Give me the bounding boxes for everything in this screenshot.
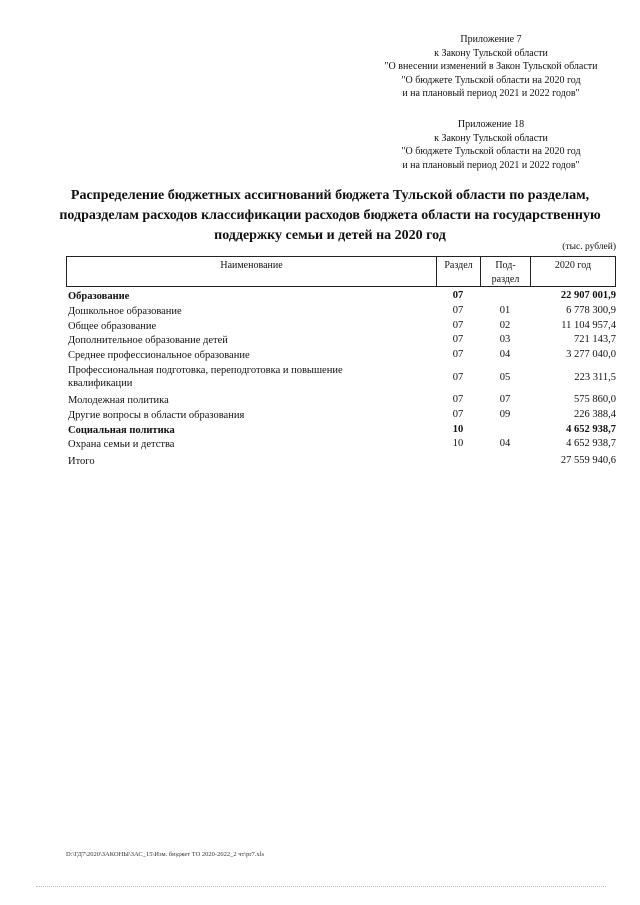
header-year: 2020 год	[554, 260, 592, 271]
appendix-18-header	[366, 118, 616, 172]
cell-name: Дополнительное образование детей	[68, 335, 228, 347]
cell-name: Дошкольное образование	[68, 305, 182, 317]
header-name: Наименование	[67, 257, 437, 286]
table-row	[66, 320, 616, 335]
cell-razdel: 07	[452, 290, 464, 301]
header-line: Приложение 7	[460, 34, 522, 45]
header-line: "О бюджете Тульской области на 2020 год	[401, 146, 581, 157]
header-line: и на плановый период 2021 и 2022 годов"	[402, 88, 580, 99]
table-row	[66, 349, 616, 364]
header-line: "О бюджете Тульской области на 2020 год	[401, 74, 581, 86]
cell-name: Общее образование	[68, 320, 157, 332]
table-row	[66, 305, 616, 320]
table-row	[66, 394, 616, 409]
units-label: (тыс. рублей)	[562, 242, 616, 252]
cell-name: Образование	[68, 291, 130, 302]
cell-razdel: 07	[452, 408, 464, 420]
cell-name: Молодежная политика	[68, 394, 169, 406]
header-line: "О внесении изменений в Закон Тульской области	[384, 61, 598, 72]
table-row	[66, 424, 616, 439]
cell-razdel: 07	[452, 304, 464, 316]
cell-razdel: 07	[452, 393, 464, 405]
cell-value: 223 311,5	[574, 371, 616, 383]
cell-value: 3 277 040,0	[566, 349, 616, 361]
cell-name: Охрана семьи и детства	[68, 439, 175, 451]
cell-name: Другие вопросы в области образования	[68, 409, 245, 421]
header-line: и на плановый период 2021 и 2022 годов"	[402, 159, 580, 171]
cell-podrazdel: 04	[499, 438, 511, 450]
appendix-7-header	[366, 33, 616, 101]
table-row	[66, 334, 616, 349]
table-body	[66, 290, 616, 470]
cell-podrazdel: 05	[499, 371, 511, 383]
header-podrazdel-line2: раздел	[491, 274, 520, 285]
cell-podrazdel: 03	[499, 334, 511, 346]
header-line: Приложение 18	[457, 119, 525, 130]
table-row	[66, 409, 616, 424]
cell-value: 22 907 001,9	[560, 290, 616, 301]
header-podrazdel-line1: Под-	[495, 260, 516, 271]
table-header	[66, 256, 616, 287]
cell-name: Социальная политика	[68, 424, 175, 436]
cell-podrazdel: 04	[499, 349, 511, 361]
cell-podrazdel: 02	[499, 319, 511, 331]
cell-name: Профессиональная подготовка, переподготовка и повышение квалификации	[68, 364, 343, 389]
cell-value: 6 778 300,9	[566, 304, 616, 316]
cell-name: Среднее профессиональное образование	[68, 350, 250, 362]
cell-value: 4 652 938,7	[566, 423, 616, 435]
cell-value: 27 559 940,6	[560, 455, 616, 467]
cell-razdel: 07	[452, 319, 464, 331]
cell-value: 721 143,7	[574, 334, 616, 346]
table-row	[66, 455, 616, 470]
header-line: к Закону Тульской области	[434, 47, 548, 59]
table-row	[66, 364, 616, 394]
header-podrazdel	[481, 257, 531, 286]
cell-value: 11 104 957,4	[561, 319, 616, 331]
cell-value: 226 388,4	[574, 408, 616, 420]
cell-razdel: 10	[452, 423, 464, 435]
cell-name: Итого	[68, 456, 95, 468]
scan-artifact-line	[36, 886, 606, 888]
cell-razdel: 10	[452, 438, 464, 450]
cell-value: 575 860,0	[574, 393, 616, 405]
cell-podrazdel: 09	[499, 408, 511, 420]
cell-razdel: 07	[452, 334, 464, 346]
table-row	[66, 290, 616, 305]
header-line: к Закону Тульской области	[434, 132, 548, 144]
document-title: Распределение бюджетных ассигнований бюджета Тульской области по разделам, подразделам расходов классификации расходов бюджета области на государственную поддержку семьи и детей на 2020 год	[59, 188, 601, 243]
table-row	[66, 438, 616, 453]
cell-value: 4 652 938,7	[566, 438, 616, 450]
cell-razdel: 07	[452, 371, 464, 383]
cell-razdel: 07	[452, 349, 464, 361]
file-path: D:\ГД7\2020\ЗАКОНЫ\ЗАС_15\Изм. бюджет ТО 2020-2022_2 чт\pr7.xls	[66, 851, 265, 858]
header-razdel: Раздел	[437, 257, 481, 286]
cell-podrazdel: 01	[499, 304, 511, 316]
cell-podrazdel: 07	[499, 393, 511, 405]
